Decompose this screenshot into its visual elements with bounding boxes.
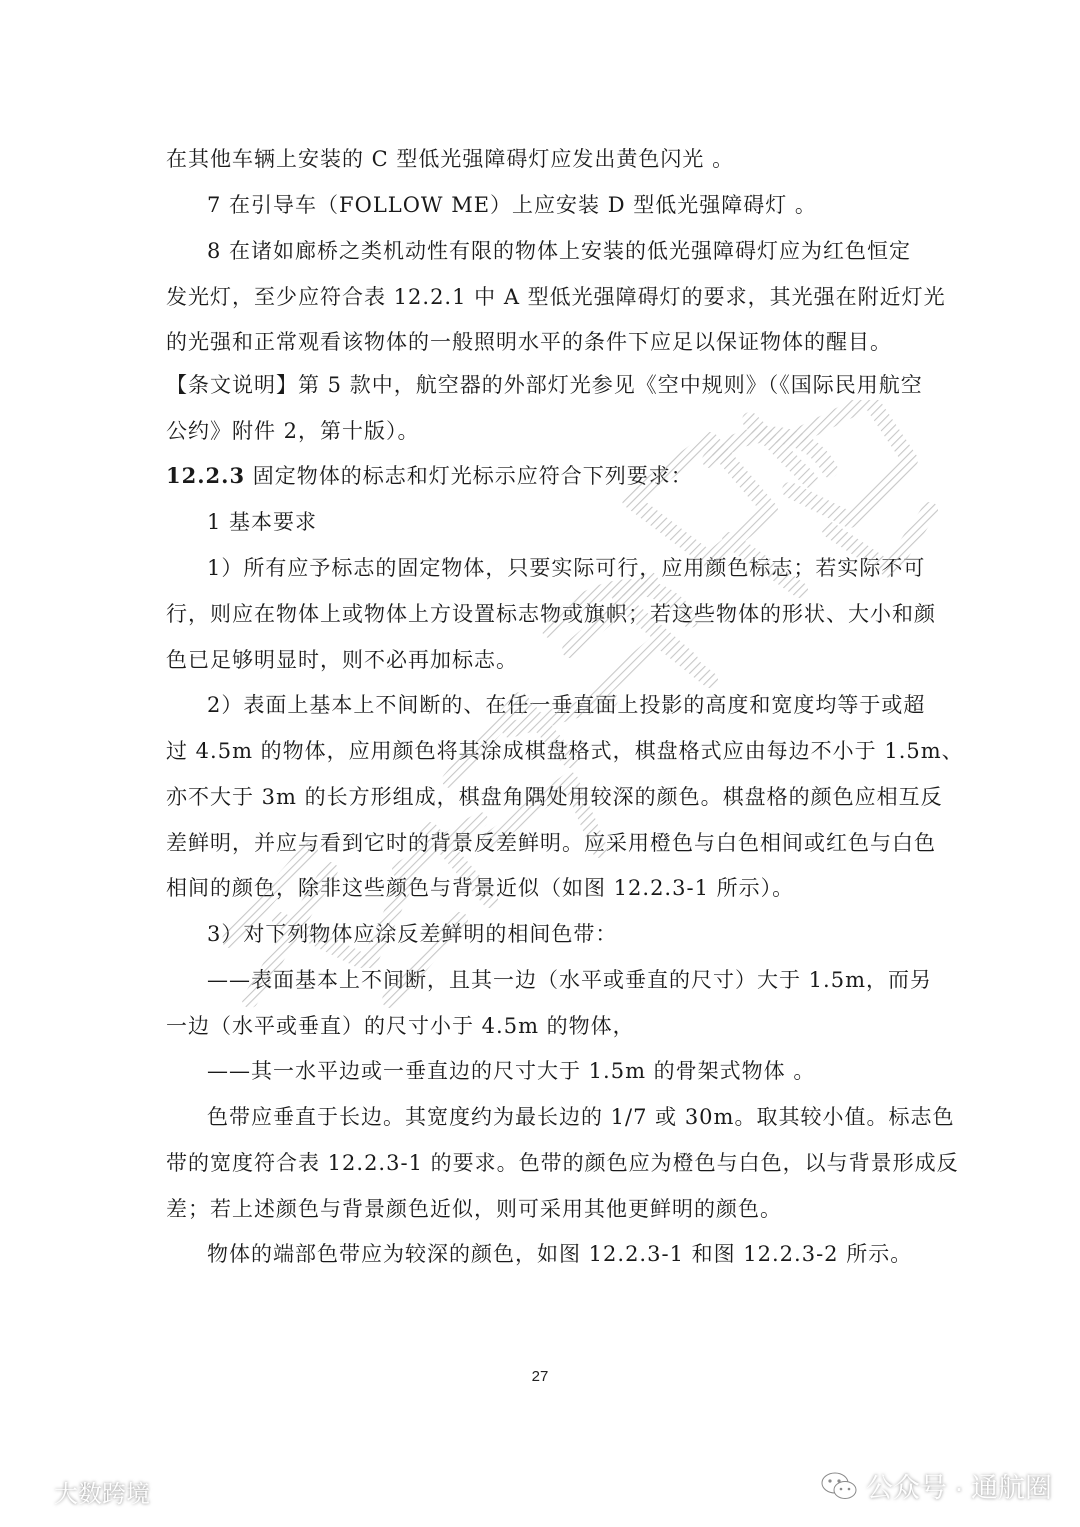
text-line: 的光强和正常观看该物体的一般照明水平的条件下应足以保证物体的醒目。 — [166, 330, 892, 354]
text-line: ——表面基本上不间断，且其一边（水平或垂直的尺寸）大于 1.5m，而另 — [207, 968, 932, 992]
text-line: 发光灯，至少应符合表 12.2.1 中 A 型低光强障碍灯的要求，其光强在附近灯光 — [166, 285, 946, 309]
wechat-icon — [820, 1471, 858, 1501]
text-line: 物体的端部色带应为较深的颜色，如图 12.2.3-1 和图 12.2.3-2 所示。 — [207, 1242, 913, 1266]
text-line: 8 在诸如廊桥之类机动性有限的物体上安装的低光强障碍灯应为红色恒定 — [207, 239, 912, 263]
text-line: 7 在引导车（FOLLOW ME）上应安装 D 型低光强障碍灯 。 — [207, 193, 817, 217]
footer-account — [820, 1466, 1052, 1505]
clause-number: 12.2.3 — [166, 463, 246, 488]
text-line: 过 4.5m 的物体，应用颜色将其涂成棋盘格式，棋盘格式应由每边不小于 1.5m、 — [166, 739, 964, 763]
footer-account-label: 公众号 · 通航圈 — [866, 1473, 1052, 1503]
text-line: 差鲜明，并应与看到它时的背景反差鲜明。应采用橙色与白色相间或红色与白色 — [166, 831, 936, 855]
clause-heading — [166, 461, 926, 491]
note-line: 公约》附件 2，第十版）。 — [166, 419, 420, 443]
text-line: 3）对下列物体应涂反差鲜明的相间色带： — [207, 922, 618, 946]
clause-title: 固定物体的标志和灯光标示应符合下列要求： — [245, 464, 693, 488]
text-line: 差；若上述颜色与背景颜色近似，则可采用其他更鲜明的颜色。 — [166, 1197, 782, 1221]
text-line: 相间的颜色，除非这些颜色与背景近似（如图 12.2.3-1 所示）。 — [166, 876, 795, 900]
text-line: 色带应垂直于长边。其宽度约为最长边的 1/7 或 30m。取其较小值。标志色 — [207, 1105, 955, 1129]
text-line: 2）表面上基本上不间断的、在任一垂直面上投影的高度和宽度均等于或超 — [207, 693, 926, 717]
text-line: 带的宽度符合表 12.2.3-1 的要求。色带的颜色应为橙色与白色，以与背景形成反 — [166, 1151, 959, 1175]
note-line: 【条文说明】第 5 款中，航空器的外部灯光参见《空中规则》（《国际民用航空 — [166, 373, 923, 397]
footer-logo-label: 大数跨境 — [54, 1481, 150, 1508]
text-line: 在其他车辆上安装的 C 型低光强障碍灯应发出黄色闪光 。 — [166, 147, 735, 171]
text-line: 色已足够明显时，则不必再加标志。 — [166, 648, 518, 672]
footer-logo — [8, 1474, 150, 1509]
text-line: ——其一水平边或一垂直边的尺寸大于 1.5m 的骨架式物体 。 — [207, 1059, 816, 1083]
text-line: 1 基本要求 — [207, 510, 318, 534]
text-line: 1）所有应予标志的固定物体，只要实际可行，应用颜色标志；若实际不可 — [207, 556, 926, 580]
page-number: 27 — [531, 1368, 549, 1385]
text-line: 行，则应在物体上或物体上方设置标志物或旗帜；若这些物体的形状、大小和颜 — [166, 602, 936, 626]
text-line: 亦不大于 3m 的长方形组成，棋盘角隅处用较深的颜色。棋盘格的颜色应相互反 — [166, 785, 943, 809]
logo-icon — [8, 1481, 48, 1503]
text-line: 一边（水平或垂直）的尺寸小于 4.5m 的物体， — [166, 1014, 635, 1038]
